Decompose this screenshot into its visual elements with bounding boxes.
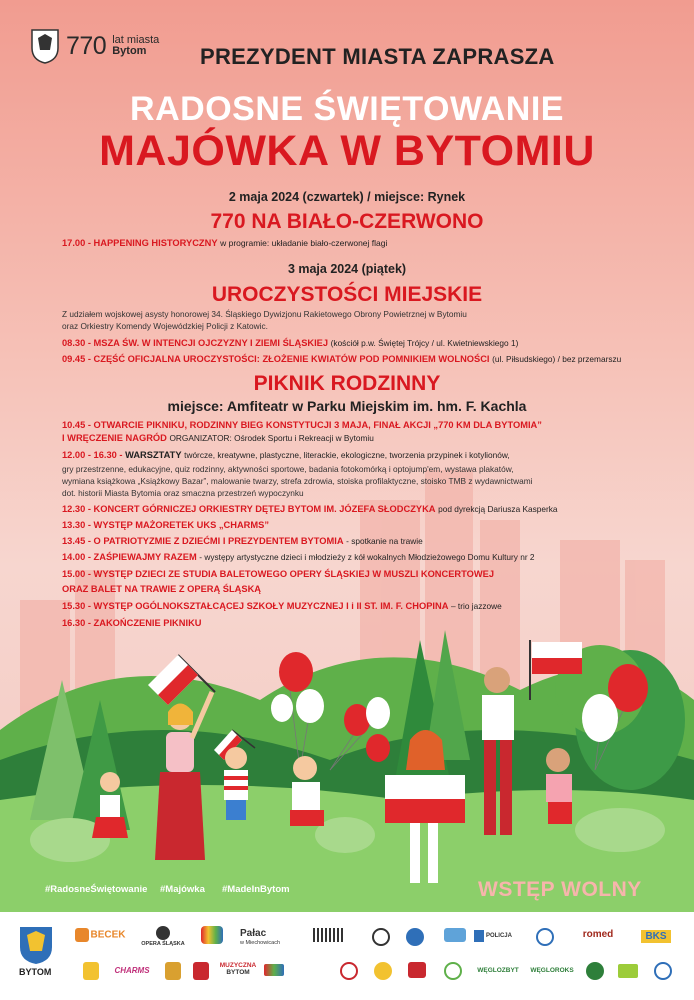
program-time: 13.30 - <box>62 520 91 530</box>
program-desc-cont: gry przestrzenne, edukacyjne, quiz rodzinny, aktywności sportowe, badania fotokomórką i optojump'em, wystawa plakatów, <box>62 464 514 474</box>
program-desc: ORGANIZATOR: Ośrodek Sportu i Rekreacji w Bytomiu <box>169 433 374 443</box>
day2-date: 3 maja 2024 (piątek) <box>287 262 407 276</box>
crest-icon <box>193 962 209 980</box>
program-name: WARSZTATY <box>125 450 182 460</box>
program-time: 10.45 - <box>62 420 91 430</box>
partner-logo <box>262 964 286 976</box>
program-time: 15.00 - <box>62 569 91 579</box>
muzyczna-logo <box>218 962 258 976</box>
logo-line-1: lat miasta <box>112 34 160 46</box>
partner-logo <box>652 962 674 980</box>
partner-logo <box>80 962 102 980</box>
partner-logo <box>616 964 640 978</box>
romed-label: romed <box>582 929 614 940</box>
program-desc: (kościół p.w. Świętej Trójcy / ul. Kwietniewskiego 1) <box>330 338 519 348</box>
becek-label: BECEK <box>90 929 126 941</box>
program-line <box>62 584 261 594</box>
program-desc: w programie: układanie biało-czerwonej flagi <box>220 238 388 248</box>
headline-red: MAJÓWKA W BYTOMIU <box>99 127 595 175</box>
free-entry: WSTĘP WOLNY <box>478 878 642 901</box>
partner-logo <box>338 962 360 980</box>
program-line <box>62 520 269 530</box>
becek-logo <box>70 928 130 942</box>
program-name: WYSTĘP MAŻORETEK UKS „CHARMS” <box>93 520 269 530</box>
charms-logo <box>112 966 152 975</box>
program-line <box>62 569 494 579</box>
emblem-icon <box>444 928 466 942</box>
program-name: O PATRIOTYZMIE Z DZIEĆMI I PREZYDENTEM BYTOMIA <box>93 536 344 546</box>
crest-icon <box>165 962 181 980</box>
partner-logo <box>534 928 556 946</box>
program-name: I WRĘCZENIE NAGRÓD <box>62 433 167 443</box>
day1-date: 2 maja 2024 (czwartek) / miejsce: Rynek <box>228 190 466 204</box>
program-line <box>62 601 502 611</box>
palac-logo <box>240 928 304 946</box>
headline-white: RADOSNE ŚWIĘTOWANIE <box>130 90 564 128</box>
program-line <box>62 618 202 628</box>
program-name: OTWARCIE PIKNIKU, RODZINNY BIEG KONSTYTUCJI 3 MAJA, FINAŁ AKCJI „770 KM DLA BYTOMIA” <box>93 420 542 430</box>
police-badge-icon <box>474 930 484 942</box>
muzyczna-label: MUZYCZNA <box>219 962 257 969</box>
logo-line-2: Bytom <box>112 45 147 57</box>
program-line <box>62 433 374 443</box>
picnic-title: PIKNIK RODZINNY <box>253 372 441 395</box>
opera-icon <box>156 926 170 940</box>
logo-number: 770 <box>66 31 107 60</box>
horse-icon <box>408 962 426 978</box>
anniversary-logo <box>30 28 159 64</box>
library-logo <box>308 928 348 942</box>
wegloroks-logo <box>524 967 580 974</box>
program-name: ZAŚPIEWAJMY RAZEM <box>93 552 197 562</box>
program-name: ORAZ BALET NA TRAWIE Z OPERĄ ŚLĄSKĄ <box>62 584 262 594</box>
program-time: 09.45 - <box>62 354 91 364</box>
policja-logo <box>474 930 524 942</box>
program-name: WYSTĘP OGÓLNOKSZTAŁCĄCEJ SZKOŁY MUZYCZNEJ I i II ST. IM. F. CHOPINA <box>93 601 449 611</box>
partner-logo <box>162 962 184 980</box>
program-name: MSZA ŚW. W INTENCJI OJCZYZNY I ZIEMI ŚLĄSKIEJ <box>93 338 329 348</box>
palac-label: Pałac <box>240 928 267 939</box>
day2-title: UROCZYSTOŚCI MIEJSKIE <box>211 283 483 306</box>
program-line <box>62 420 542 430</box>
program-desc: pod dyrekcją Dariusza Kasperka <box>438 504 558 514</box>
program-name: ZAKOŃCZENIE PIKNIKU <box>93 618 202 628</box>
program-name: CZĘŚĆ OFICJALNA UROCZYSTOŚCI: ZŁOŻENIE KWIATÓW POD POMNIKIEM WOLNOŚCI <box>93 354 490 364</box>
program-time: 16.30 - <box>62 618 91 628</box>
mayor-invites: PREZYDENT MIASTA ZAPRASZA <box>200 44 555 69</box>
romed-logo <box>576 929 620 940</box>
program-time: 12.30 - <box>62 504 91 514</box>
program-line <box>62 504 558 514</box>
emblem-icon <box>654 962 672 980</box>
emblem-icon <box>372 928 390 946</box>
people-icon <box>264 964 284 976</box>
program-line <box>62 450 510 460</box>
partner-logo <box>584 962 606 980</box>
emblem-icon <box>340 962 358 980</box>
policja-label: POLICJA <box>485 933 512 939</box>
partner-logo <box>192 926 232 944</box>
program-name: KONCERT GÓRNICZEJ ORKIESTRY DĘTEJ BYTOM IM. JÓZEFA SŁODCZYKA <box>93 504 436 514</box>
emblem-icon <box>374 962 392 980</box>
city-crest-icon <box>30 28 60 64</box>
program-name: WYSTĘP DZIECI ZE STUDIA BALETOWEGO OPERY ŚLĄSKIEJ W MUSZLI KONCERTOWEJ <box>93 569 495 579</box>
program-line <box>62 238 387 248</box>
program-desc: (ul. Piłsudskiego) / bez przemarszu <box>492 354 622 364</box>
partner-footer <box>0 912 694 1000</box>
partner-logo <box>442 928 468 942</box>
charms-label: CHARMS <box>114 966 150 975</box>
program-desc: twórcze, kreatywne, plastyczne, literackie, ekologiczne, tworzenia przypinek i kotylionów, <box>184 450 510 460</box>
bytom-crest-icon <box>18 925 54 965</box>
emblem-icon <box>536 928 554 946</box>
day2-note-2: oraz Orkiestry Komendy Wojewódzkiej Policji z Katowic. <box>62 321 268 331</box>
bks-label: BKS <box>641 930 670 943</box>
program-line <box>62 354 621 364</box>
partner-logo <box>190 962 212 980</box>
program-time: 12.00 - 16.30 - <box>62 450 123 460</box>
emblem-icon <box>618 964 638 978</box>
program-time: 17.00 - <box>62 238 91 248</box>
program-desc-cont: dot. historii Miasta Bytomia oraz smaczna przestrzeń wypoczynku <box>62 488 304 498</box>
library-icon <box>313 928 343 942</box>
program-line <box>62 536 423 546</box>
program-name: HAPPENING HISTORYCZNY <box>93 238 218 248</box>
muzyczna-sub: BYTOM <box>226 969 250 976</box>
partner-logo <box>370 928 392 946</box>
fox-icon <box>75 928 89 942</box>
program-desc: - występy artystyczne dzieci i młodzieży z kół wokalnych Młodzieżowego Domu Kultury nr 2 <box>199 552 535 562</box>
hashtag: #Majówka <box>160 884 205 895</box>
partner-logo <box>406 962 428 978</box>
palac-sub: w Miechowicach <box>240 940 281 946</box>
program-desc: - spotkanie na trawie <box>346 536 423 546</box>
program-desc-cont: wymiana książkowa „Książkowy Bazar”, malowanie twarzy, strefa zdrowia, stoiska profilaktyczne, stoisko TMB z wydawnictwami <box>62 476 533 486</box>
colorful-logo-icon <box>201 926 223 944</box>
day1-title: 770 NA BIAŁO-CZERWONO <box>210 210 484 233</box>
program-time: 14.00 - <box>62 552 91 562</box>
emblem-icon <box>406 928 424 946</box>
city-name: BYTOM <box>19 967 52 977</box>
wegloroks-label: WĘGLOROKS <box>530 967 574 974</box>
opera-logo <box>140 926 186 947</box>
program-time: 15.30 - <box>62 601 91 611</box>
program-time: 08.30 - <box>62 338 91 348</box>
picnic-place: miejsce: Amfiteatr w Parku Miejskim im. hm. F. Kachla <box>167 398 527 414</box>
hashtag: #MadeInBytom <box>222 884 290 895</box>
weglozbyt-logo <box>470 967 526 974</box>
crest-icon <box>83 962 99 980</box>
weglozbyt-label: WĘGLOZBYT <box>477 967 519 974</box>
bks-logo <box>634 930 678 943</box>
logo-text <box>112 35 159 57</box>
opera-label: OPERA ŚLĄSKA <box>141 941 185 947</box>
program-desc: – trio jazzowe <box>451 601 502 611</box>
emblem-icon <box>586 962 604 980</box>
emblem-icon <box>444 962 462 980</box>
partner-logo <box>372 962 394 980</box>
partner-logo <box>442 962 464 980</box>
partner-logo <box>404 928 426 946</box>
program-line <box>62 552 535 562</box>
day2-note-1: Z udziałem wojskowej asysty honorowej 34. Śląskiego Dywizjonu Rakietowego Obrony Powietrznej w Bytomiu <box>62 309 467 319</box>
program-time: 13.45 - <box>62 536 91 546</box>
hashtag: #RadosneŚwiętowanie <box>45 884 148 895</box>
program-line <box>62 338 518 348</box>
